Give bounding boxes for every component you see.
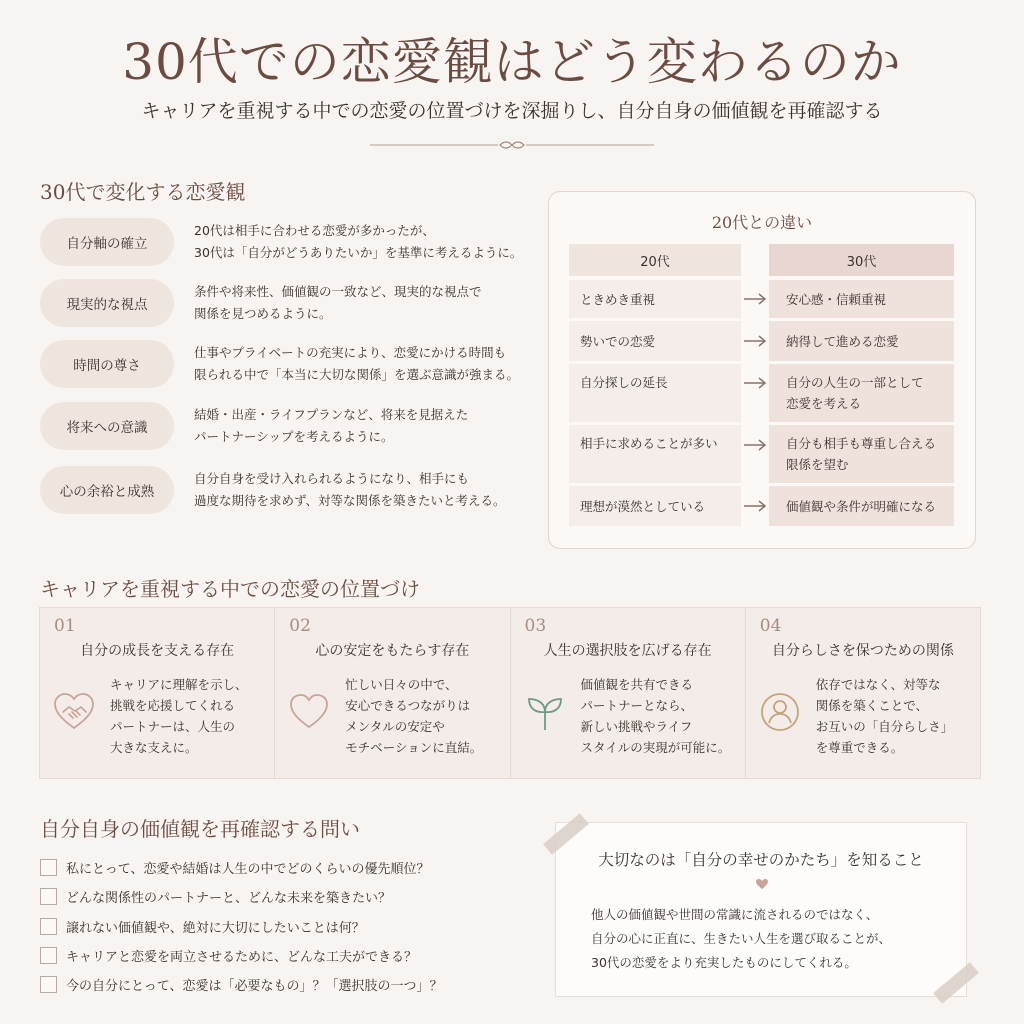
comparison-after: 納得して進める恋愛 — [769, 321, 954, 361]
page-title: 30代での恋愛観はどう変わるのか — [122, 33, 902, 91]
question-item — [40, 916, 365, 936]
question-text: 譲れない価値観や、絶対に大切にしたいことは何？ — [66, 920, 365, 936]
career-card-title: 人生の選択肢を広げる存在 — [543, 643, 712, 659]
heart-icon — [287, 690, 331, 734]
column-header-20s: 20代 — [569, 244, 741, 276]
section-title-career: キャリアを重視する中での恋愛の位置づけ — [40, 577, 420, 601]
change-item — [40, 465, 540, 515]
arrow-right-icon — [741, 334, 769, 348]
tape-decoration — [933, 962, 979, 1004]
change-item — [40, 401, 540, 451]
question-item — [40, 945, 417, 965]
change-item — [40, 217, 540, 267]
comparison-card — [548, 191, 976, 549]
change-description: 20代は相手に合わせる恋愛が多かったが、 30代は「自分がどうありたいか」を基準に考えるように。 — [194, 223, 523, 260]
question-item — [40, 886, 391, 906]
change-label: 時間の尊さ — [40, 340, 174, 388]
comparison-after: 自分の人生の一部として 恋愛を考える — [769, 364, 954, 422]
change-item — [40, 278, 540, 328]
question-checkbox[interactable] — [40, 918, 57, 935]
career-card-number: 01 — [54, 616, 76, 636]
comparison-after: 安心感・信頼重視 — [769, 280, 954, 318]
arrow-right-icon — [741, 376, 769, 390]
note-card — [555, 822, 967, 997]
career-card-number: 02 — [289, 616, 311, 636]
comparison-after: 価値観や条件が明確になる — [769, 486, 954, 526]
column-header-30s: 30代 — [769, 244, 954, 276]
comparison-before: 理想が漠然としている — [569, 486, 741, 526]
note-title: 大切なのは「自分の幸せのかたち」を知ること — [598, 851, 924, 869]
arrow-right-icon — [741, 292, 769, 306]
change-description: 条件や将来性、価値観の一致など、現実的な視点で 関係を見つめるように。 — [194, 284, 482, 321]
page-subtitle: キャリアを重視する中での恋愛の位置づけを深掘りし、自分自身の価値観を再確認する — [141, 100, 883, 122]
question-checkbox[interactable] — [40, 859, 57, 876]
question-text: 私にとって、恋愛や結婚は人生の中でどのくらいの優先順位？ — [66, 861, 430, 877]
question-checkbox[interactable] — [40, 976, 57, 993]
change-description: 自分自身を受け入れられるようになり、相手にも 過度な期待を求めず、対等な関係を築きたいと考える。 — [194, 471, 506, 508]
question-text: 今の自分にとって、恋愛は「必要なもの」？「選択肢の一つ」？ — [66, 978, 443, 994]
career-card-title: 自分の成長を支える存在 — [80, 643, 235, 659]
note-body: 他人の価値観や世間の常識に流されるのではなく、 自分の心に正直に、生きたい人生を選び取ることが、 30代の恋愛をより充実したものにしてくれる。 — [591, 907, 892, 970]
comparison-title: 20代との違い — [711, 213, 813, 232]
career-card — [746, 608, 980, 778]
career-card — [40, 608, 275, 778]
career-card-description: キャリアに理解を示し、 挑戦を応援してくれる パートナーは、人生の 大きな支えに。 — [110, 677, 248, 755]
change-description: 仕事やプライベートの充実により、恋愛にかける時間も 限られる中で「本当に大切な関係」を選ぶ意識が強まる。 — [194, 345, 520, 382]
handshake-heart-icon — [52, 690, 96, 734]
change-label: 心の余裕と成熟 — [40, 466, 174, 514]
change-description: 結婚・出産・ライフプランなど、将来を見据えた パートナーシップを考えるように。 — [194, 407, 469, 444]
comparison-before: ときめき重視 — [569, 280, 741, 318]
small-heart-icon — [755, 878, 769, 890]
question-checkbox[interactable] — [40, 947, 57, 964]
change-item — [40, 339, 540, 389]
career-card-grid — [39, 607, 981, 779]
career-card — [275, 608, 510, 778]
career-card-title: 自分らしさを保つための関係 — [771, 643, 954, 659]
question-text: キャリアと恋愛を両立させるために、どんな工夫ができる？ — [66, 949, 418, 965]
ornament-divider — [370, 139, 654, 151]
change-label: 現実的な視点 — [40, 279, 174, 327]
comparison-before: 自分探しの延長 — [569, 364, 741, 422]
comparison-after: 自分も相手も尊重し合える 限係を望む — [769, 425, 954, 483]
question-checkbox[interactable] — [40, 888, 57, 905]
arrow-right-icon — [741, 438, 769, 452]
career-card-title: 心の安定をもたらす存在 — [315, 643, 470, 659]
career-card-description: 依存ではなく、対等な 関係を築くことで、 お互いの「自分らしさ」 を尊重できる。 — [815, 677, 954, 755]
career-card-description: 忙しい日々の中で、 安心できるつながりは メンタルの安定や モチベーションに直結。 — [345, 677, 483, 755]
change-label: 自分軸の確立 — [40, 218, 174, 266]
section-title-questions: 自分自身の価値観を再確認する問い — [40, 817, 360, 841]
comparison-before: 相手に求めることが多い — [569, 425, 741, 483]
career-card — [511, 608, 746, 778]
career-card-number: 04 — [759, 616, 782, 636]
question-item — [40, 857, 429, 877]
change-label: 将来への意識 — [40, 402, 174, 450]
section-title-changes: 30代で変化する恋愛観 — [40, 180, 246, 204]
question-item — [40, 974, 442, 994]
comparison-before: 勢いでの恋愛 — [569, 321, 741, 361]
career-card-number: 03 — [524, 616, 547, 636]
person-circle-icon — [758, 690, 802, 734]
sprout-icon — [523, 690, 567, 734]
question-text: どんな関係性のパートナーと、どんな未来を築きたい？ — [66, 890, 392, 906]
arrow-right-icon — [741, 499, 769, 513]
career-card-description: 価値観を共有できる パートナーとなら、 新しい挑戦やライフ スタイルの実現が可能に。 — [580, 677, 731, 755]
